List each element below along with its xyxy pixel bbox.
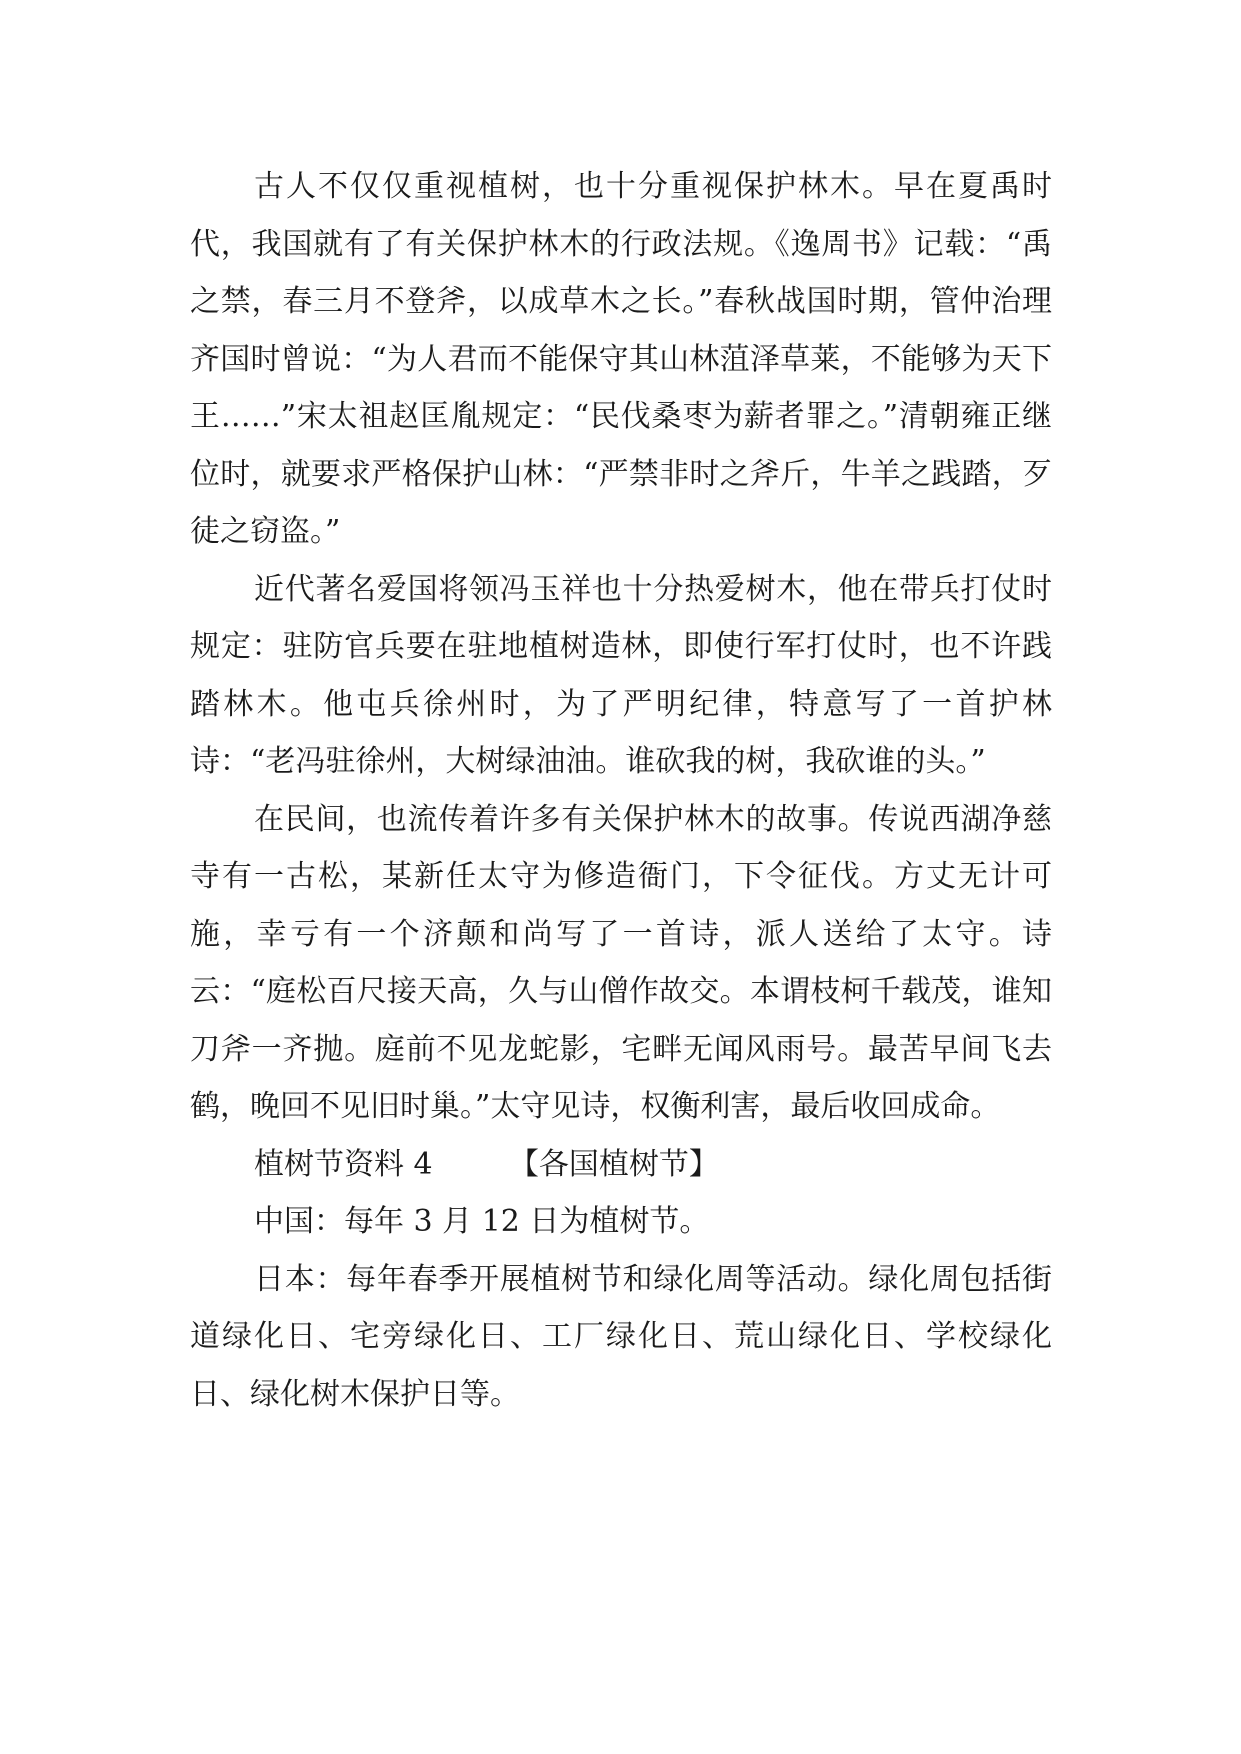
paragraph-feng-yuxiang: 近代著名爱国将领冯玉祥也十分热爱树木，他在带兵打仗时规定：驻防官兵要在驻地植树造林，即使行军打仗时，也不许践踏林木。他屯兵徐州时，为了严明纪律，特意写了一首护林诗：“老冯驻徐州，大树绿油油。谁砍我的树，我砍谁的头。” (190, 571, 1052, 779)
paragraph-china-arbor-day: 中国：每年 3 月 12 日为植树节。 (254, 1204, 710, 1239)
section-heading (190, 1136, 1052, 1194)
section-heading-title: 【各国植树节】 (508, 1146, 719, 1182)
section-heading-prefix: 植树节资料 4 (254, 1146, 433, 1182)
paragraph-japan-arbor-day: 日本：每年春季开展植树节和绿化周等活动。绿化周包括街道绿化日、宅旁绿化日、工厂绿化日、荒山绿化日、学校绿化日、绿化树木保护日等。 (190, 1261, 1052, 1412)
document-page (190, 158, 1052, 1423)
paragraph-tree-protection-history: 古人不仅仅重视植树，也十分重视保护林木。早在夏禹时代，我国就有了有关保护林木的行政法规。《逸周书》记载：“禹之禁，春三月不登斧，以成草木之长。”春秋战国时期，管仲治理齐国时曾说：“为人君而不能保守其山林菹泽草莱，不能够为天下王……”宋太祖赵匡胤规定：“民伐桑枣为薪者罪之。”清朝雍正继位时，就要求严格保护山林：“严禁非时之斧斤，牛羊之践踏，歹徒之窃盗。” (190, 169, 1052, 549)
paragraph-folk-story: 在民间，也流传着许多有关保护林木的故事。传说西湖净慈寺有一古松，某新任太守为修造衙门，下令征伐。方丈无计可施，幸亏有一个济颠和尚写了一首诗，派人送给了太守。诗云：“庭松百尺接天高，久与山僧作故交。本谓枝柯千载茂，谁知刀斧一齐抛。庭前不见龙蛇影，宅畔无闻风雨号。最苦早间飞去鹤，晚回不见旧时巢。”太守见诗，权衡利害，最后收回成命。 (190, 801, 1052, 1124)
